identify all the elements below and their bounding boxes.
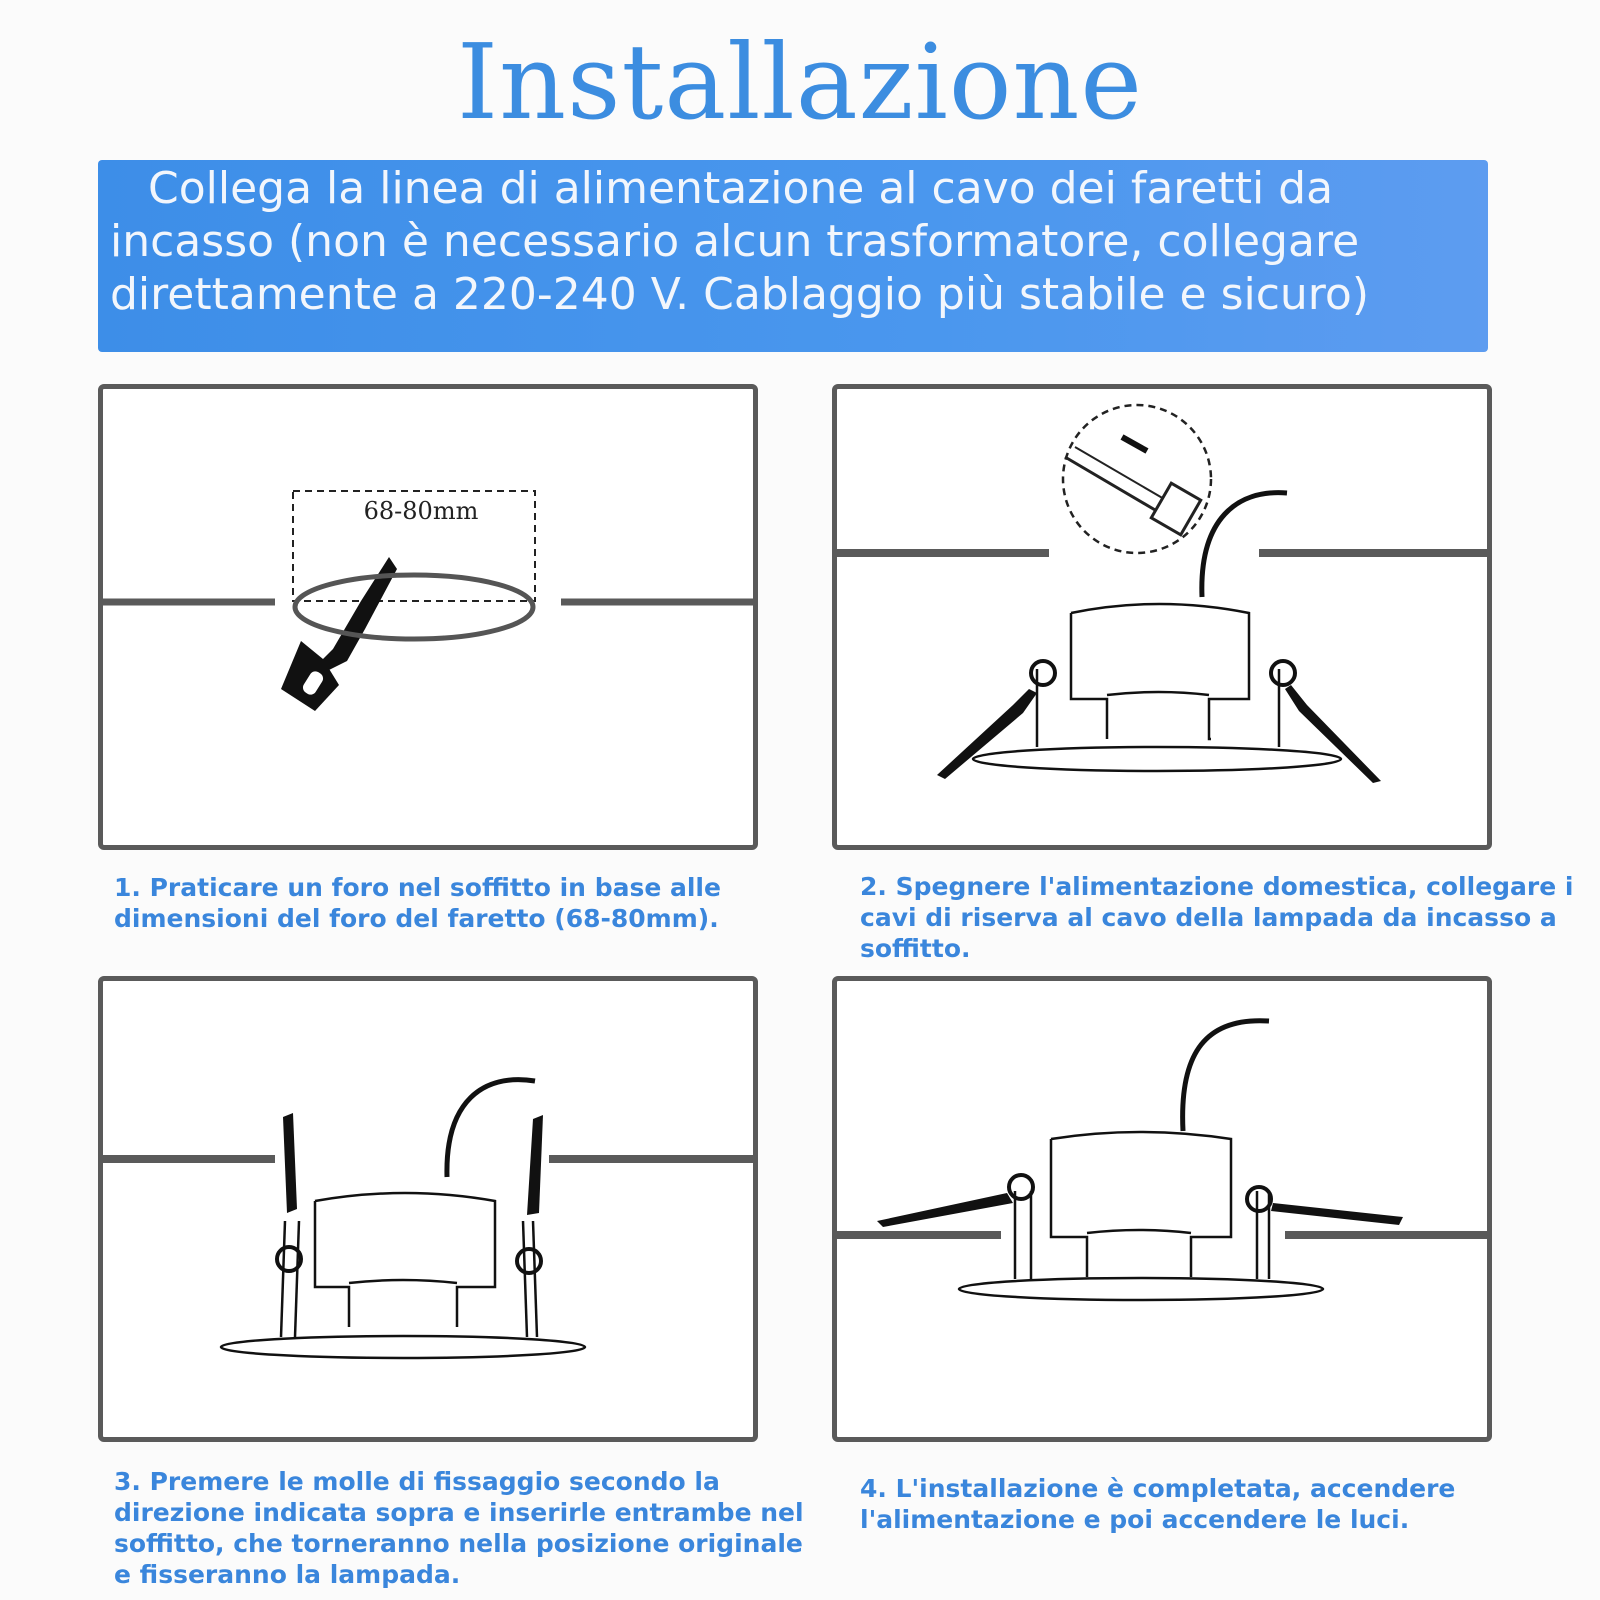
step-4-caption: 4. L'installazione è completata, accendere l'alimentazione e poi accendere le luci.: [860, 1474, 1456, 1534]
recessed-lamp: [959, 1132, 1323, 1300]
spring-left: [877, 1193, 1013, 1227]
lamp-cable: [1183, 1021, 1269, 1131]
step-3-illustration: [103, 981, 753, 1437]
step-3-caption: 3. Premere le molle di fissaggio secondo la direzione indicata sopra e inserirle entrambe nel soffitto, che torneranno nella posizione originale e fisseranno la lampada.: [114, 1467, 804, 1589]
wire-connector-icon: [1063, 405, 1211, 553]
step-1-illustration: [103, 389, 753, 845]
recessed-lamp: [221, 1193, 585, 1358]
spring-left: [937, 689, 1037, 779]
step-4-illustration: [837, 981, 1487, 1437]
page-title: Installazione: [457, 21, 1143, 143]
step-1-caption: 1. Praticare un foro nel soffitto in base alle dimensioni del foro del faretto (68-80mm).: [114, 873, 721, 933]
recessed-lamp: [973, 604, 1341, 771]
step-3-panel: [98, 976, 758, 1442]
step-4-panel: [832, 976, 1492, 1442]
spring-right: [1285, 685, 1381, 783]
intro-banner: Collega la linea di alimentazione al cavo dei faretti da incasso (non è necessario alcun trasformatore, collegare direttamente a 220-240 V. Cablaggio più stabile e sicuro): [98, 160, 1488, 352]
hole-outline: [295, 575, 533, 639]
lamp-cable: [447, 1080, 535, 1177]
step-1-panel: [98, 384, 758, 850]
spring-right: [527, 1115, 543, 1215]
lamp-cable: [1202, 493, 1287, 597]
spring-left: [283, 1113, 297, 1213]
spring-right: [1271, 1203, 1403, 1225]
dimension-label: 68-80mm: [363, 497, 479, 525]
step-2-illustration: [837, 389, 1487, 845]
step-2-panel: [832, 384, 1492, 850]
step-2-caption: 2. Spegnere l'alimentazione domestica, collegare i cavi di riserva al cavo della lampada da incasso a soffitto.: [860, 872, 1574, 963]
